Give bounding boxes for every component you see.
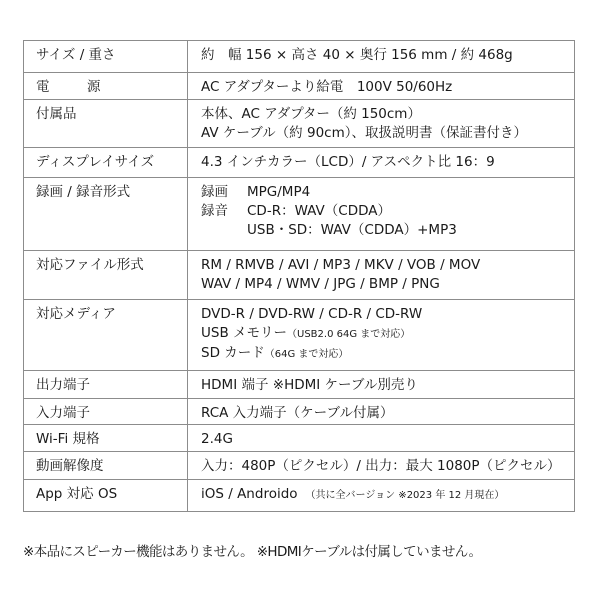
table-row-input xyxy=(24,399,575,425)
row-value xyxy=(188,251,575,300)
input-value: RCA 入力端子（ケーブル付属） xyxy=(201,405,394,421)
media-usb-note: （USB2.0 64G まで対応） xyxy=(287,329,411,340)
app-os-note: （共に全バージョン ※2023 年 12 月現在） xyxy=(305,490,505,501)
row-label xyxy=(24,73,188,100)
row-value xyxy=(188,399,575,425)
recording-audio-value-1: CD-R：WAV（CDDA） xyxy=(247,203,392,219)
recording-audio-value-2: USB・SD：WAV（CDDA）+MP3 xyxy=(247,222,457,238)
row-label: 出力端子 xyxy=(24,371,188,399)
row-value xyxy=(188,41,575,73)
row-value xyxy=(188,425,575,452)
row-label: App 対応 OS xyxy=(24,480,188,512)
recording-audio-line-2 xyxy=(201,221,574,240)
row-label: ディスプレイサイズ xyxy=(24,148,188,178)
table-row-output xyxy=(24,371,575,399)
power-value: AC アダプターより給電 100V 50/60Hz xyxy=(201,79,453,95)
recording-audio-label: 録音 xyxy=(201,203,228,219)
row-label: 録画 / 録音形式 xyxy=(24,178,188,251)
row-value xyxy=(188,452,575,480)
footer-note: ※本品にスピーカー機能はありません。 ※HDMIケーブルは付属していません。 xyxy=(23,544,482,560)
recording-video-label: 録画 xyxy=(201,184,228,200)
power-label: 電 源 xyxy=(36,79,113,95)
row-value xyxy=(188,178,575,251)
table-row-accessories xyxy=(24,100,575,148)
recording-video-line xyxy=(201,183,574,202)
row-value xyxy=(188,100,575,148)
recording-video-value: MPG/MP4 xyxy=(247,184,311,200)
table-row-display-size xyxy=(24,148,575,178)
row-label: 動画解像度 xyxy=(24,452,188,480)
app-os-main: iOS / Androido xyxy=(201,486,298,502)
table-row-power xyxy=(24,73,575,100)
table-row-resolution xyxy=(24,452,575,480)
app-os-line xyxy=(201,485,574,505)
table-row-size-weight xyxy=(24,41,575,73)
media-usb-main: USB メモリー xyxy=(201,325,288,341)
resolution-value: 入力：480P（ピクセル）/ 出力：最大 1080P（ピクセル） xyxy=(201,458,561,474)
media-sd-main: SD カード xyxy=(201,345,265,361)
media-line-1: DVD-R / DVD-RW / CD-R / CD-RW xyxy=(201,306,423,322)
file-formats-line-1: RM / RMVB / AVI / MP3 / MKV / VOB / MOV xyxy=(201,257,481,273)
output-value: HDMI 端子 ※HDMI ケーブル別売り xyxy=(201,377,418,393)
table-row-file-formats xyxy=(24,251,575,300)
spec-table xyxy=(23,40,575,512)
row-label: 付属品 xyxy=(24,100,188,148)
row-label: 対応ファイル形式 xyxy=(24,251,188,300)
row-value xyxy=(188,300,575,371)
row-value xyxy=(188,148,575,178)
row-value xyxy=(188,480,575,512)
table-row-media xyxy=(24,300,575,371)
media-sd-line xyxy=(201,344,574,364)
media-usb-line xyxy=(201,324,574,344)
row-label: Wi-Fi 規格 xyxy=(24,425,188,452)
row-label: 入力端子 xyxy=(24,399,188,425)
size-weight-value: 約 幅 156 × 高さ 40 × 奥行 156 mm / 約 468g xyxy=(201,47,513,63)
table-row-app-os xyxy=(24,480,575,512)
row-value xyxy=(188,371,575,399)
accessories-line-1: 本体、AC アダプター（約 150cm） xyxy=(201,106,421,122)
table-row-recording-format xyxy=(24,178,575,251)
row-value xyxy=(188,73,575,100)
display-size-value: 4.3 インチカラー（LCD）/ アスペクト比 16：9 xyxy=(201,154,495,170)
file-formats-line-2: WAV / MP4 / WMV / JPG / BMP / PNG xyxy=(201,276,440,292)
row-label: サイズ / 重さ xyxy=(24,41,188,73)
media-sd-note: （64G まで対応） xyxy=(264,349,349,360)
row-label: 対応メディア xyxy=(24,300,188,371)
table-row-wifi xyxy=(24,425,575,452)
wifi-value: 2.4G xyxy=(201,431,233,447)
recording-audio-line-1 xyxy=(201,202,574,221)
accessories-line-2: AV ケーブル（約 90cm）、取扱説明書（保証書付き） xyxy=(201,125,527,141)
